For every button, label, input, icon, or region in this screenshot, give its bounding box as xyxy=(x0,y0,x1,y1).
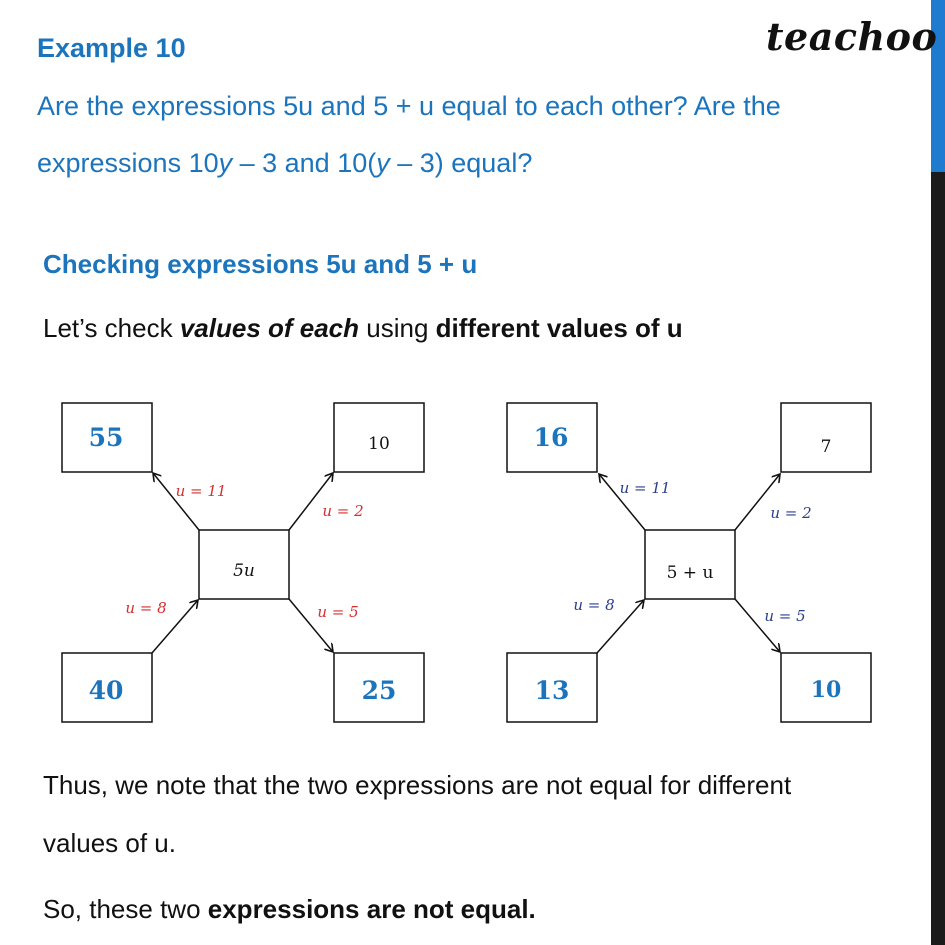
check-line-a: Let’s check xyxy=(43,313,180,343)
conclusion-line-3-b: expressions are not equal. xyxy=(207,894,536,924)
value-d2-bottom-left: 13 xyxy=(534,676,570,705)
check-line-d: different values of u xyxy=(435,313,683,343)
value-d2-center: 5 + u xyxy=(666,563,714,583)
question-line-2-c: – 3) equal? xyxy=(389,148,533,178)
label-d2-bottom-left: u = 8 xyxy=(573,596,615,614)
value-d2-top-left: 16 xyxy=(533,423,569,452)
value-d1-bottom-right: 25 xyxy=(361,676,397,705)
label-d1-bottom-right: u = 5 xyxy=(317,603,359,621)
question-line-2-a: expressions 10 xyxy=(37,148,219,178)
label-d1-top-left: u = 11 xyxy=(175,482,227,500)
value-d1-top-left: 55 xyxy=(88,423,124,452)
question-var-y-2: y xyxy=(376,148,390,178)
value-d1-center: 5u xyxy=(233,561,255,581)
conclusion-line-1: Thus, we note that the two expressions are not equal for different xyxy=(43,770,792,800)
value-d1-bottom-left: 40 xyxy=(88,676,124,705)
diagram-5u xyxy=(62,403,424,722)
conclusion-line-2: values of u. xyxy=(43,828,176,858)
label-d1-top-right: u = 2 xyxy=(322,502,364,520)
value-d1-top-right: 10 xyxy=(368,434,390,454)
question-line-1: Are the expressions 5u and 5 + u equal to each other? Are the xyxy=(37,91,781,121)
label-d2-top-left: u = 11 xyxy=(619,479,671,497)
label-d2-top-right: u = 2 xyxy=(770,504,812,522)
value-d2-bottom-right: 10 xyxy=(810,677,842,703)
brand-logo: teachoo xyxy=(766,14,938,59)
question-line-2-b: – 3 and 10( xyxy=(232,148,377,178)
conclusion-line-3-a: So, these two xyxy=(43,894,208,924)
label-d2-bottom-right: u = 5 xyxy=(764,607,806,625)
check-line-b: values of each xyxy=(179,313,360,343)
value-d2-top-right: 7 xyxy=(820,437,832,457)
conclusion-line-3 xyxy=(43,894,536,925)
section-heading: Checking expressions 5u and 5 + u xyxy=(43,249,478,279)
diagram-5-plus-u xyxy=(507,403,871,722)
check-line-c: using xyxy=(359,313,436,343)
label-d1-bottom-left: u = 8 xyxy=(125,599,167,617)
example-title: Example 10 xyxy=(37,33,186,63)
question-var-y-1: y xyxy=(218,148,233,178)
